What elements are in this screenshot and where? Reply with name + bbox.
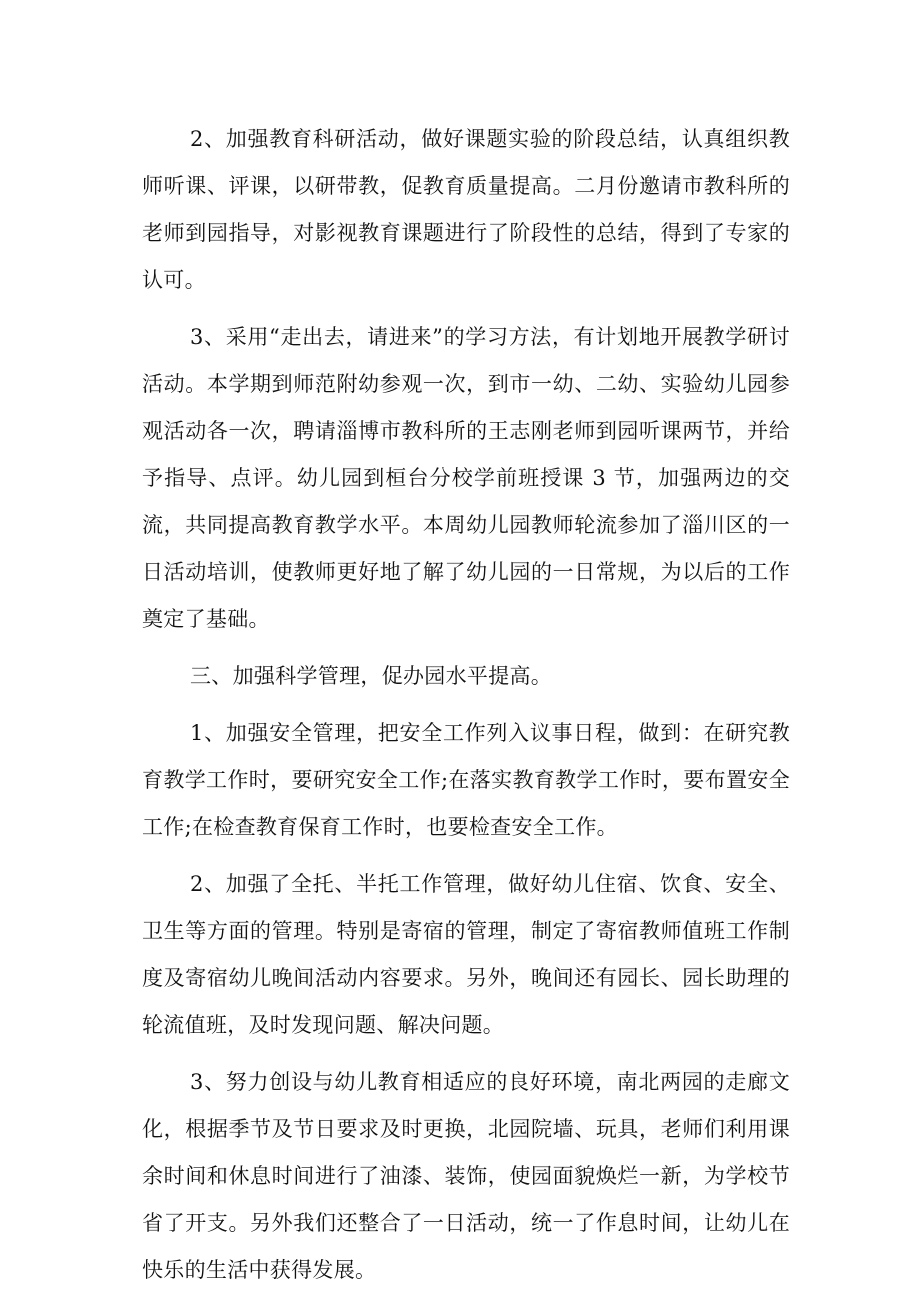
paragraph-boarding-management: 2、加强了全托、半托工作管理，做好幼儿住宿、饮食、安全、卫生等方面的管理。特别是寄宿的管理，制定了寄宿教师值班工作制度及寄宿幼儿晚间活动内容要求。另外，晚间还有园长、园长助理的轮流值班，及时发现问题、解决问题。 — [142, 872, 790, 1037]
paragraph-learning-method: 3、采用“走出去，请进来”的学习方法，有计划地开展教学研讨活动。本学期到师范附幼参观一次，到市一幼、二幼、实验幼儿园参观活动各一次，聘请淄博市教科所的王志刚老师到园听课两节，并给予指导、点评。幼儿园到桓台分校学前班授课 3 节，加强两边的交流，共同提高教育教学水平。本周幼儿园教师轮流参加了淄川区的一日活动培训，使教师更好地了解了幼儿园的一日常规，为以后的工作奠定了基础。 — [142, 325, 790, 631]
section-heading-management: 三、加强科学管理，促办园水平提高。 — [190, 664, 553, 688]
paragraph-safety-management: 1、加强安全管理，把安全工作列入议事日程，做到：在研究教育教学工作时，要研究安全工作;在落实教育教学工作时，要布置安全工作;在检查教育保育工作时，也要检查安全工作。 — [142, 721, 790, 839]
document-body — [142, 116, 790, 1304]
paragraph-environment: 3、努力创设与幼儿教育相适应的良好环境，南北两园的走廊文化，根据季节及节日要求及时更换，北园院墙、玩具，老师们利用课余时间和休息时间进行了油漆、装饰，使园面貌焕烂一新，为学校节省了开支。另外我们还整合了一日活动，统一了作息时间，让幼儿在快乐的生活中获得发展。 — [142, 1070, 790, 1282]
paragraph-research-activities: 2、加强教育科研活动，做好课题实验的阶段总结，认真组织教师听课、评课，以研带教，促教育质量提高。二月份邀请市教科所的老师到园指导，对影视教育课题进行了阶段性的总结，得到了专家的认可。 — [142, 127, 790, 292]
